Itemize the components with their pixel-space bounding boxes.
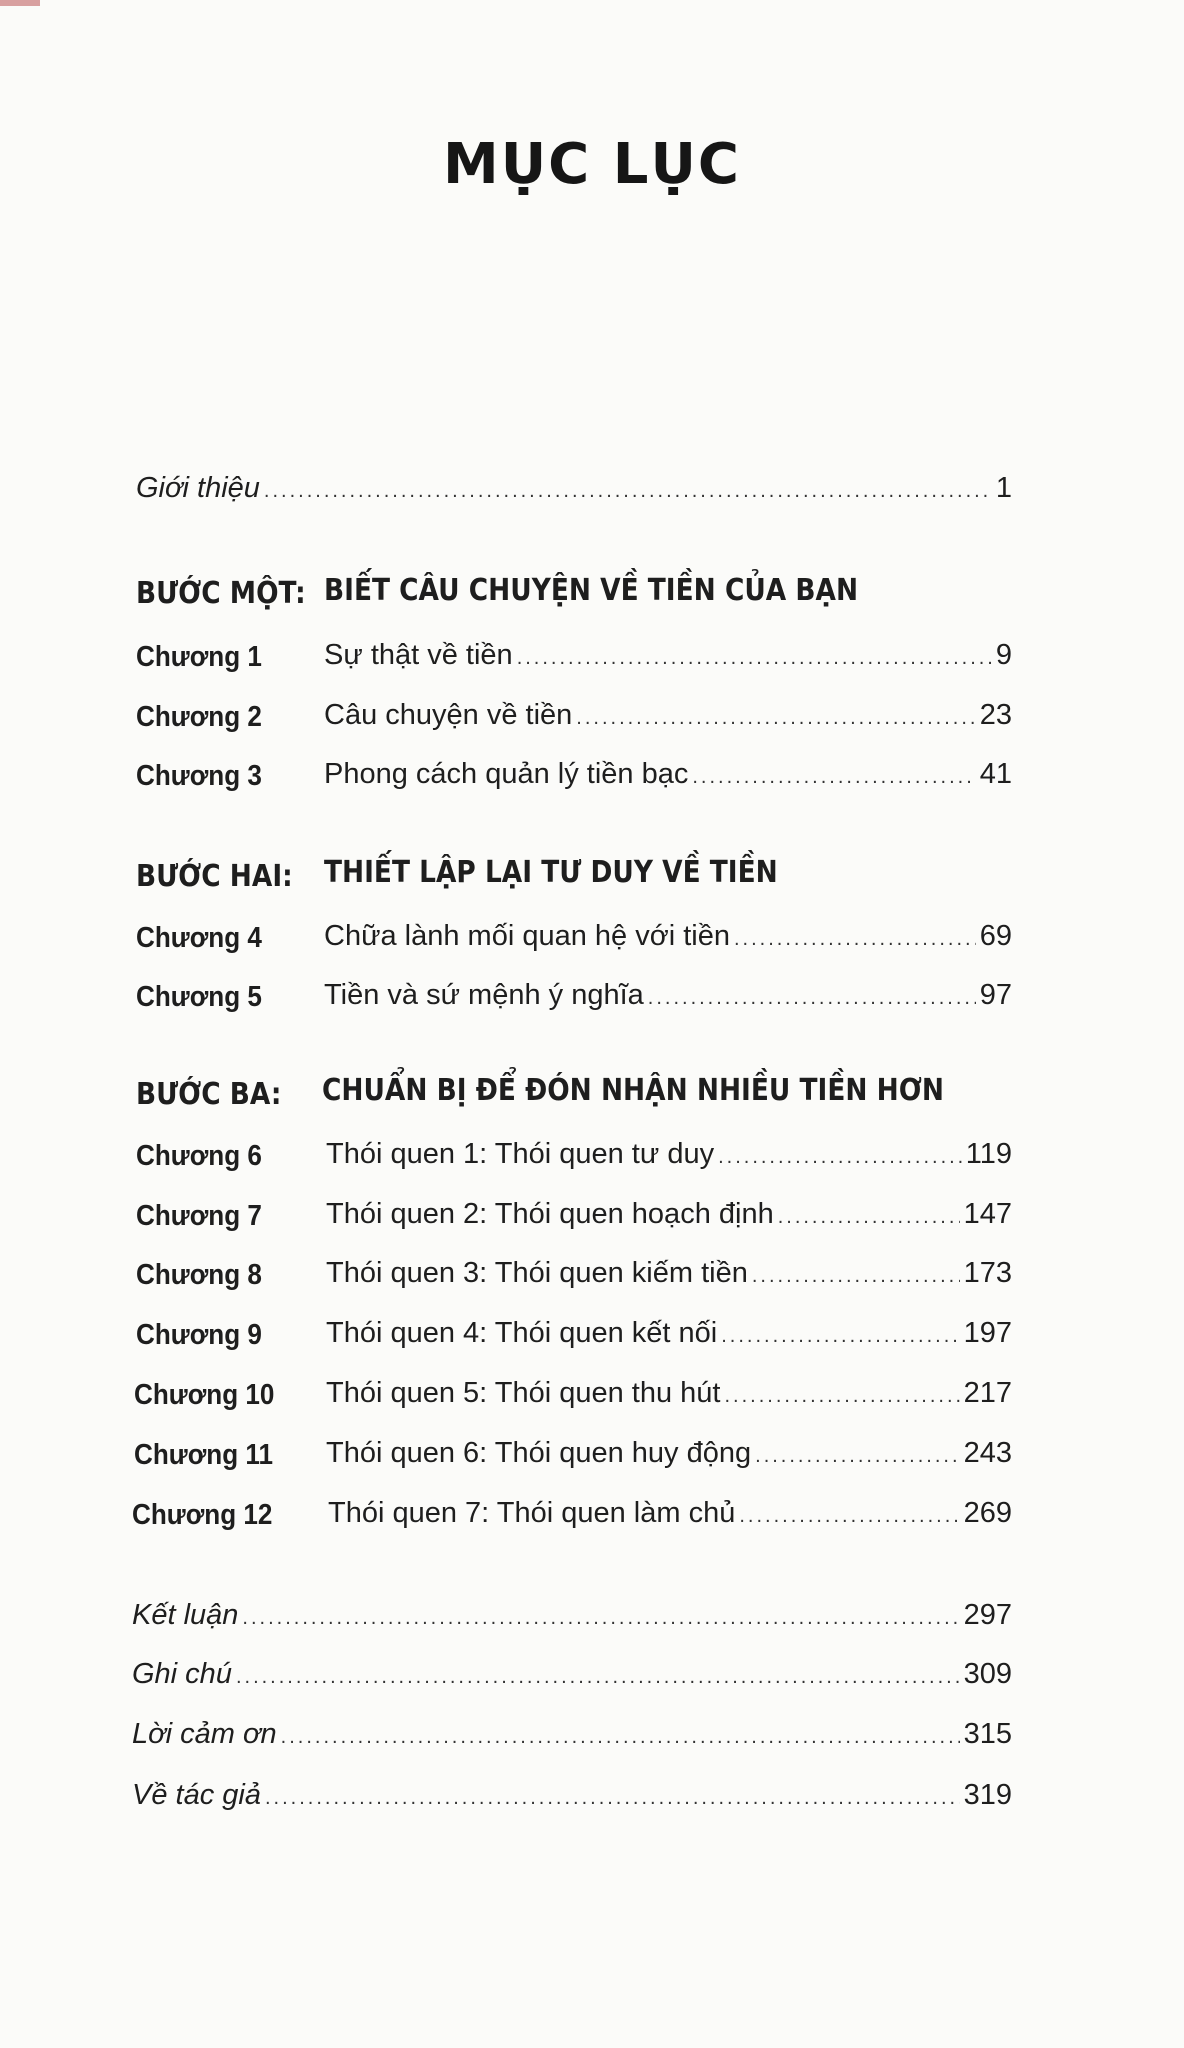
chapter-number: Chương 8 xyxy=(136,1259,262,1291)
entry-title: Chữa lành mối quan hệ với tiền xyxy=(324,920,730,952)
toc-entry xyxy=(326,1253,1012,1293)
chapter-number: Chương 3 xyxy=(136,760,262,792)
toc-entry xyxy=(326,1194,1012,1234)
entry-title: Thói quen 4: Thói quen kết nối xyxy=(326,1317,718,1349)
entry-title: Thói quen 7: Thói quen làm chủ xyxy=(328,1497,736,1529)
entry-label: Ghi chú xyxy=(132,1658,232,1690)
page-title: MỤC LỤC xyxy=(442,132,742,197)
toc-entry xyxy=(324,916,1012,956)
leader-dots xyxy=(692,757,975,797)
leader-dots xyxy=(236,1657,960,1697)
toc-entry xyxy=(324,635,1012,675)
toc-entry-back xyxy=(132,1714,1012,1754)
chapter-number: Chương 12 xyxy=(132,1499,273,1531)
entry-page: 309 xyxy=(963,1658,1012,1690)
chapter-number: Chương 10 xyxy=(134,1379,275,1411)
leader-dots xyxy=(755,1436,959,1476)
step-label: BƯỚC MỘT: xyxy=(136,576,306,611)
leader-dots xyxy=(517,638,992,678)
chapter-number: Chương 9 xyxy=(136,1319,262,1351)
leader-dots xyxy=(739,1496,959,1536)
leader-dots xyxy=(264,471,992,511)
leader-dots xyxy=(648,978,976,1018)
toc-entry-intro xyxy=(136,468,1012,508)
chapter-number: Chương 5 xyxy=(136,981,262,1013)
entry-page: 243 xyxy=(963,1437,1012,1469)
toc-entry xyxy=(326,1134,1012,1174)
chapter-number: Chương 2 xyxy=(136,701,262,733)
entry-page: 1 xyxy=(995,472,1012,504)
chapter-number: Chương 4 xyxy=(136,922,262,954)
toc-entry-back xyxy=(132,1595,1012,1635)
entry-title: Thói quen 5: Thói quen thu hút xyxy=(326,1377,721,1409)
entry-page: 315 xyxy=(963,1718,1012,1750)
entry-title: Phong cách quản lý tiền bạc xyxy=(324,758,689,790)
step-heading: BIẾT CÂU CHUYỆN VỀ TIỀN CỦA BẠN xyxy=(324,573,859,608)
toc-entry xyxy=(326,1313,1012,1353)
entry-page: 97 xyxy=(979,979,1012,1011)
entry-page: 41 xyxy=(979,758,1012,790)
entry-title: Sự thật về tiền xyxy=(324,639,513,671)
entry-page: 269 xyxy=(963,1497,1012,1529)
entry-page: 69 xyxy=(979,920,1012,952)
toc-entry xyxy=(324,754,1012,794)
chapter-number: Chương 11 xyxy=(134,1439,273,1471)
entry-label: Lời cảm ơn xyxy=(132,1718,277,1750)
step-heading: CHUẨN BỊ ĐỂ ĐÓN NHẬN NHIỀU TIỀN HƠN xyxy=(322,1073,944,1108)
toc-entry xyxy=(326,1373,1012,1413)
entry-title: Câu chuyện về tiền xyxy=(324,699,573,731)
toc-entry-back xyxy=(132,1775,1012,1815)
entry-label: Giới thiệu xyxy=(136,472,260,504)
entry-page: 197 xyxy=(963,1317,1012,1349)
leader-dots xyxy=(718,1137,962,1177)
leader-dots xyxy=(752,1256,960,1296)
leader-dots xyxy=(281,1717,960,1757)
chapter-number: Chương 7 xyxy=(136,1200,262,1232)
entry-title: Thói quen 6: Thói quen huy động xyxy=(326,1437,752,1469)
toc-entry xyxy=(328,1493,1012,1533)
toc-entry xyxy=(326,1433,1012,1473)
entry-label: Kết luận xyxy=(132,1599,239,1631)
leader-dots xyxy=(778,1197,960,1237)
toc-entry xyxy=(324,695,1012,735)
step-label: BƯỚC HAI: xyxy=(136,859,293,894)
leader-dots xyxy=(725,1376,960,1416)
leader-dots xyxy=(265,1778,960,1818)
leader-dots xyxy=(721,1316,959,1356)
toc-entry-back xyxy=(132,1654,1012,1694)
leader-dots xyxy=(242,1598,959,1638)
chapter-number: Chương 6 xyxy=(136,1140,262,1172)
chapter-number: Chương 1 xyxy=(136,641,262,673)
entry-page: 217 xyxy=(963,1377,1012,1409)
step-label: BƯỚC BA: xyxy=(136,1077,282,1112)
entry-page: 119 xyxy=(965,1138,1012,1170)
scan-edge-mark xyxy=(0,0,40,6)
entry-page: 147 xyxy=(963,1198,1012,1230)
toc-entry xyxy=(324,975,1012,1015)
step-heading: THIẾT LẬP LẠI TƯ DUY VỀ TIỀN xyxy=(324,855,778,890)
entry-title: Thói quen 3: Thói quen kiếm tiền xyxy=(326,1257,748,1289)
entry-label: Về tác giả xyxy=(132,1779,261,1811)
entry-page: 23 xyxy=(979,699,1012,731)
entry-page: 173 xyxy=(963,1257,1012,1289)
leader-dots xyxy=(576,698,975,738)
entry-title: Thói quen 1: Thói quen tư duy xyxy=(326,1138,715,1170)
entry-page: 319 xyxy=(963,1779,1012,1811)
entry-page: 9 xyxy=(995,639,1012,671)
leader-dots xyxy=(734,919,976,959)
entry-page: 297 xyxy=(963,1599,1012,1631)
entry-title: Tiền và sứ mệnh ý nghĩa xyxy=(324,979,644,1011)
entry-title: Thói quen 2: Thói quen hoạch định xyxy=(326,1198,774,1230)
